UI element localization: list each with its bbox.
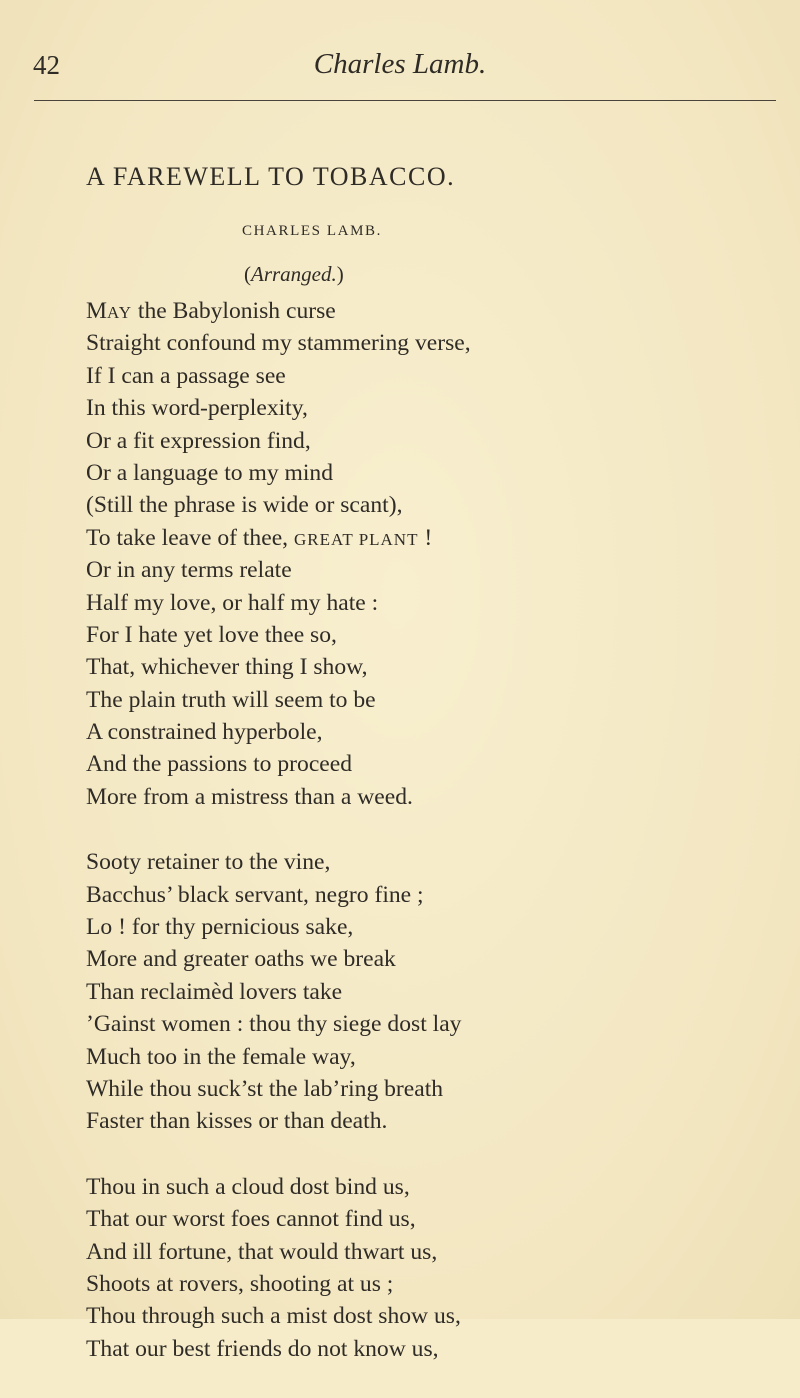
poem-line: In this word-perplexity, xyxy=(86,395,308,422)
poem-line: Or in any terms relate xyxy=(86,557,292,584)
line-text: To take leave of thee, xyxy=(86,524,294,551)
poem-line: And the passions to proceed xyxy=(86,751,353,778)
arranged-open-paren: ( xyxy=(244,262,251,286)
drop-cap: M xyxy=(86,298,107,324)
stanza xyxy=(86,295,786,813)
stanza xyxy=(86,846,786,1138)
poem-line: Lo ! for thy pernicious sake, xyxy=(86,914,354,941)
poem-line: A constrained hyperbole, xyxy=(86,719,323,746)
poem-line: Faster than kisses or than death. xyxy=(86,1108,388,1135)
poem-line: More from a mistress than a weed. xyxy=(86,783,413,810)
poem-line: Or a fit expression find, xyxy=(86,427,311,454)
poem-title: A FAREWELL TO TOBACCO. xyxy=(86,162,456,191)
arranged-close-paren: ) xyxy=(336,262,344,286)
poem-line: More and greater oaths we break xyxy=(86,946,396,973)
poem-line: Bacchus’ black servant, negro fine ; xyxy=(86,881,424,908)
poem-line: Straight confound my stammering verse, xyxy=(86,330,471,357)
page-header xyxy=(0,48,800,88)
poem-line xyxy=(86,522,786,554)
line-text: ! xyxy=(418,524,433,551)
poem-line: That, whichever thing I show, xyxy=(86,654,368,681)
header-rule xyxy=(34,100,776,101)
poem-author: CHARLES LAMB. xyxy=(242,223,382,239)
stanza xyxy=(86,1171,786,1365)
poem-line: While thou suck’st the lab’ring breath xyxy=(86,1075,444,1102)
small-caps-text: GREAT PLANT xyxy=(293,529,419,549)
poem-line: For I hate yet love thee so, xyxy=(86,621,337,648)
poem-line: That our best friends do not know us, xyxy=(86,1335,439,1362)
poem-line: Thou in such a cloud dost bind us, xyxy=(86,1173,410,1200)
poem-line: Thou through such a mist dost show us, xyxy=(86,1303,461,1330)
poem-line: Than reclaimèd lovers take xyxy=(86,978,343,1005)
arranged-text: Arranged. xyxy=(251,262,337,286)
line-text: the Babylonish curse xyxy=(131,298,336,324)
poem-line: Shoots at rovers, shooting at us ; xyxy=(86,1270,394,1297)
poem-line: Half my love, or half my hate : xyxy=(86,589,379,616)
poem-line: Or a language to my mind xyxy=(86,459,334,486)
poem-line: The plain truth will seem to be xyxy=(86,686,376,713)
poem-line: (Still the phrase is wide or scant), xyxy=(86,492,403,519)
arranged-note xyxy=(244,262,344,287)
poem-line: If I can a passage see xyxy=(86,362,286,389)
small-caps-text: AY xyxy=(106,303,132,322)
poem-line: And ill fortune, that would thwart us, xyxy=(86,1238,438,1265)
poem-line: ’Gainst women : thou thy siege dost lay xyxy=(86,1011,462,1038)
poem-line xyxy=(86,295,786,327)
poem-line: Much too in the female way, xyxy=(86,1043,356,1070)
poem-line: That our worst foes cannot find us, xyxy=(86,1206,416,1233)
page-number: 42 xyxy=(33,50,60,80)
poem-line: Sooty retainer to the vine, xyxy=(86,849,331,876)
poem-body xyxy=(86,295,786,1398)
running-head: Charles Lamb. xyxy=(313,48,487,80)
